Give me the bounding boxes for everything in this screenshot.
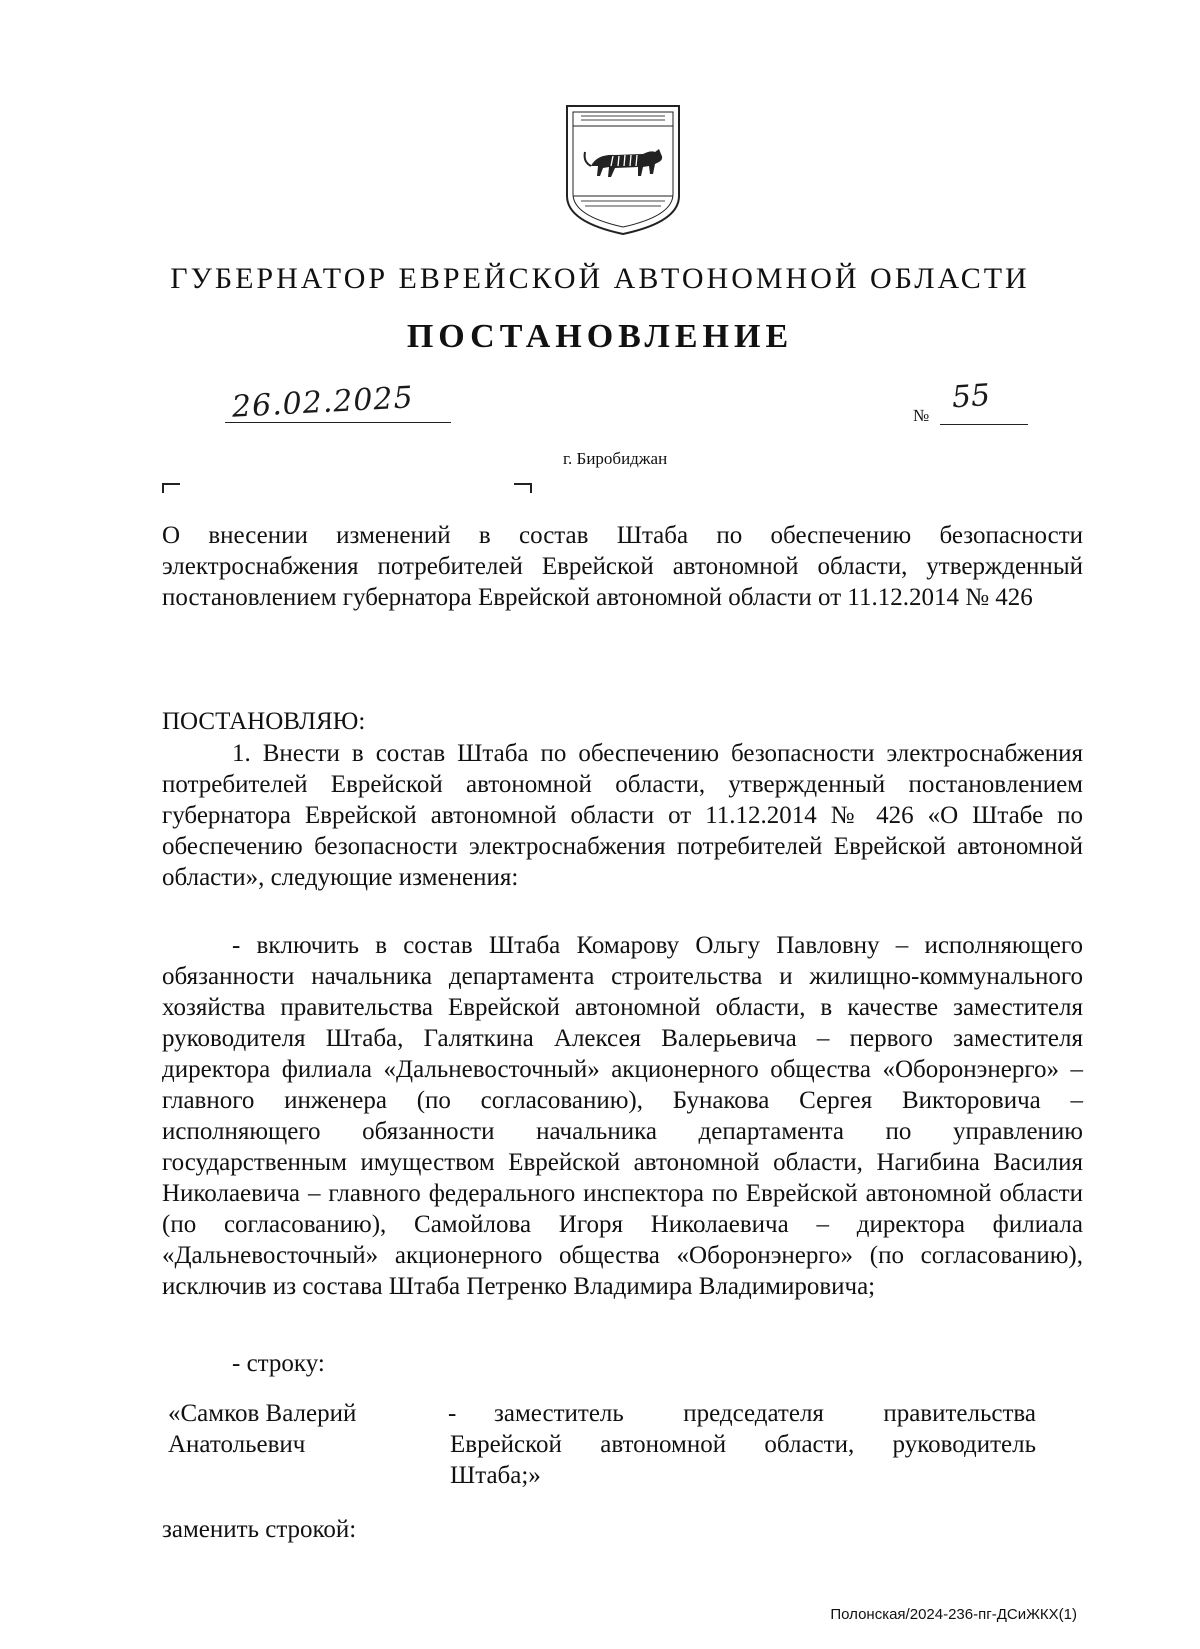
number-underline	[940, 424, 1028, 425]
authority-heading: ГУБЕРНАТОР ЕВРЕЙСКОЙ АВТОНОМНОЙ ОБЛАСТИ	[170, 262, 1030, 295]
paragraph-1: 1. Внести в состав Штаба по обеспечению безопасности электроснабжения потребителей Еврейской автономной области, утвержденный постановлением губернатора Еврейской автономной области от 11.12.2014 № 426 «О Штабе по обеспечению безопасности электроснабжения потребителей Еврейской автономной области», следующие изменения:	[162, 740, 1083, 891]
title-corner-right	[514, 483, 532, 493]
title-corner-left	[162, 483, 180, 493]
number-sign: №	[913, 406, 930, 425]
document-title: О внесении изменений в состав Штаба по обеспечению безопасности электроснабжения потребителей Еврейской автономной области, утвержденный постановлением губернатора Еврейской автономной области от 11.12.2014 № 426	[162, 522, 1083, 611]
member-position-text: заместитель председателя правительства Еврейской автономной области, руководитель Штаба;»	[450, 1400, 1036, 1489]
date-underline	[225, 422, 451, 423]
member-name: «Самков Валерий Анатольевич	[168, 1400, 357, 1458]
paragraph-4: заменить строкой:	[162, 1516, 357, 1543]
city-label: г. Биробиджан	[563, 449, 668, 468]
decree-word: ПОСТАНОВЛЯЮ:	[162, 708, 366, 735]
handwritten-number: 55	[950, 377, 992, 416]
paragraph-2: - включить в состав Штаба Комарову Ольгу Павловну – исполняющего обязанности начальника департамента строительства и жилищно-коммунального хозяйства правительства Еврейской автономной области, в качестве заместителя руководителя Штаба, Галяткина Алексея Валерьевича – первого заместителя директора филиала «Дальневосточный» акционерного общества «Оборонэнерго» – главного инженера (по согласованию), Бунакова Сергея Викторовича – исполняющего обязанности начальника департамента по управлению государственным имуществом Еврейской автономной области, Нагибина Василия Николаевича – главного федерального инспектора по Еврейской автономной области (по согласованию), Самойлова Игоря Николаевича – директора филиала «Дальневосточный» акционерного общества «Оборонэнерго» (по согласованию), исключив из состава Штаба Петренко Владимира Владимировича;	[162, 932, 1083, 1300]
member-row	[168, 1398, 1068, 1498]
member-dash: -	[448, 1400, 457, 1427]
tiger-coat-of-arms-icon	[563, 104, 683, 236]
member-position	[450, 1398, 1036, 1491]
paragraph-3: - строку:	[232, 1350, 325, 1377]
handwritten-date: 26.02.2025	[231, 380, 415, 425]
footer-reference: Полонская/2024-236-пг-ДСиЖКХ(1)	[830, 1606, 1077, 1623]
document-type-heading: ПОСТАНОВЛЕНИЕ	[406, 318, 794, 355]
